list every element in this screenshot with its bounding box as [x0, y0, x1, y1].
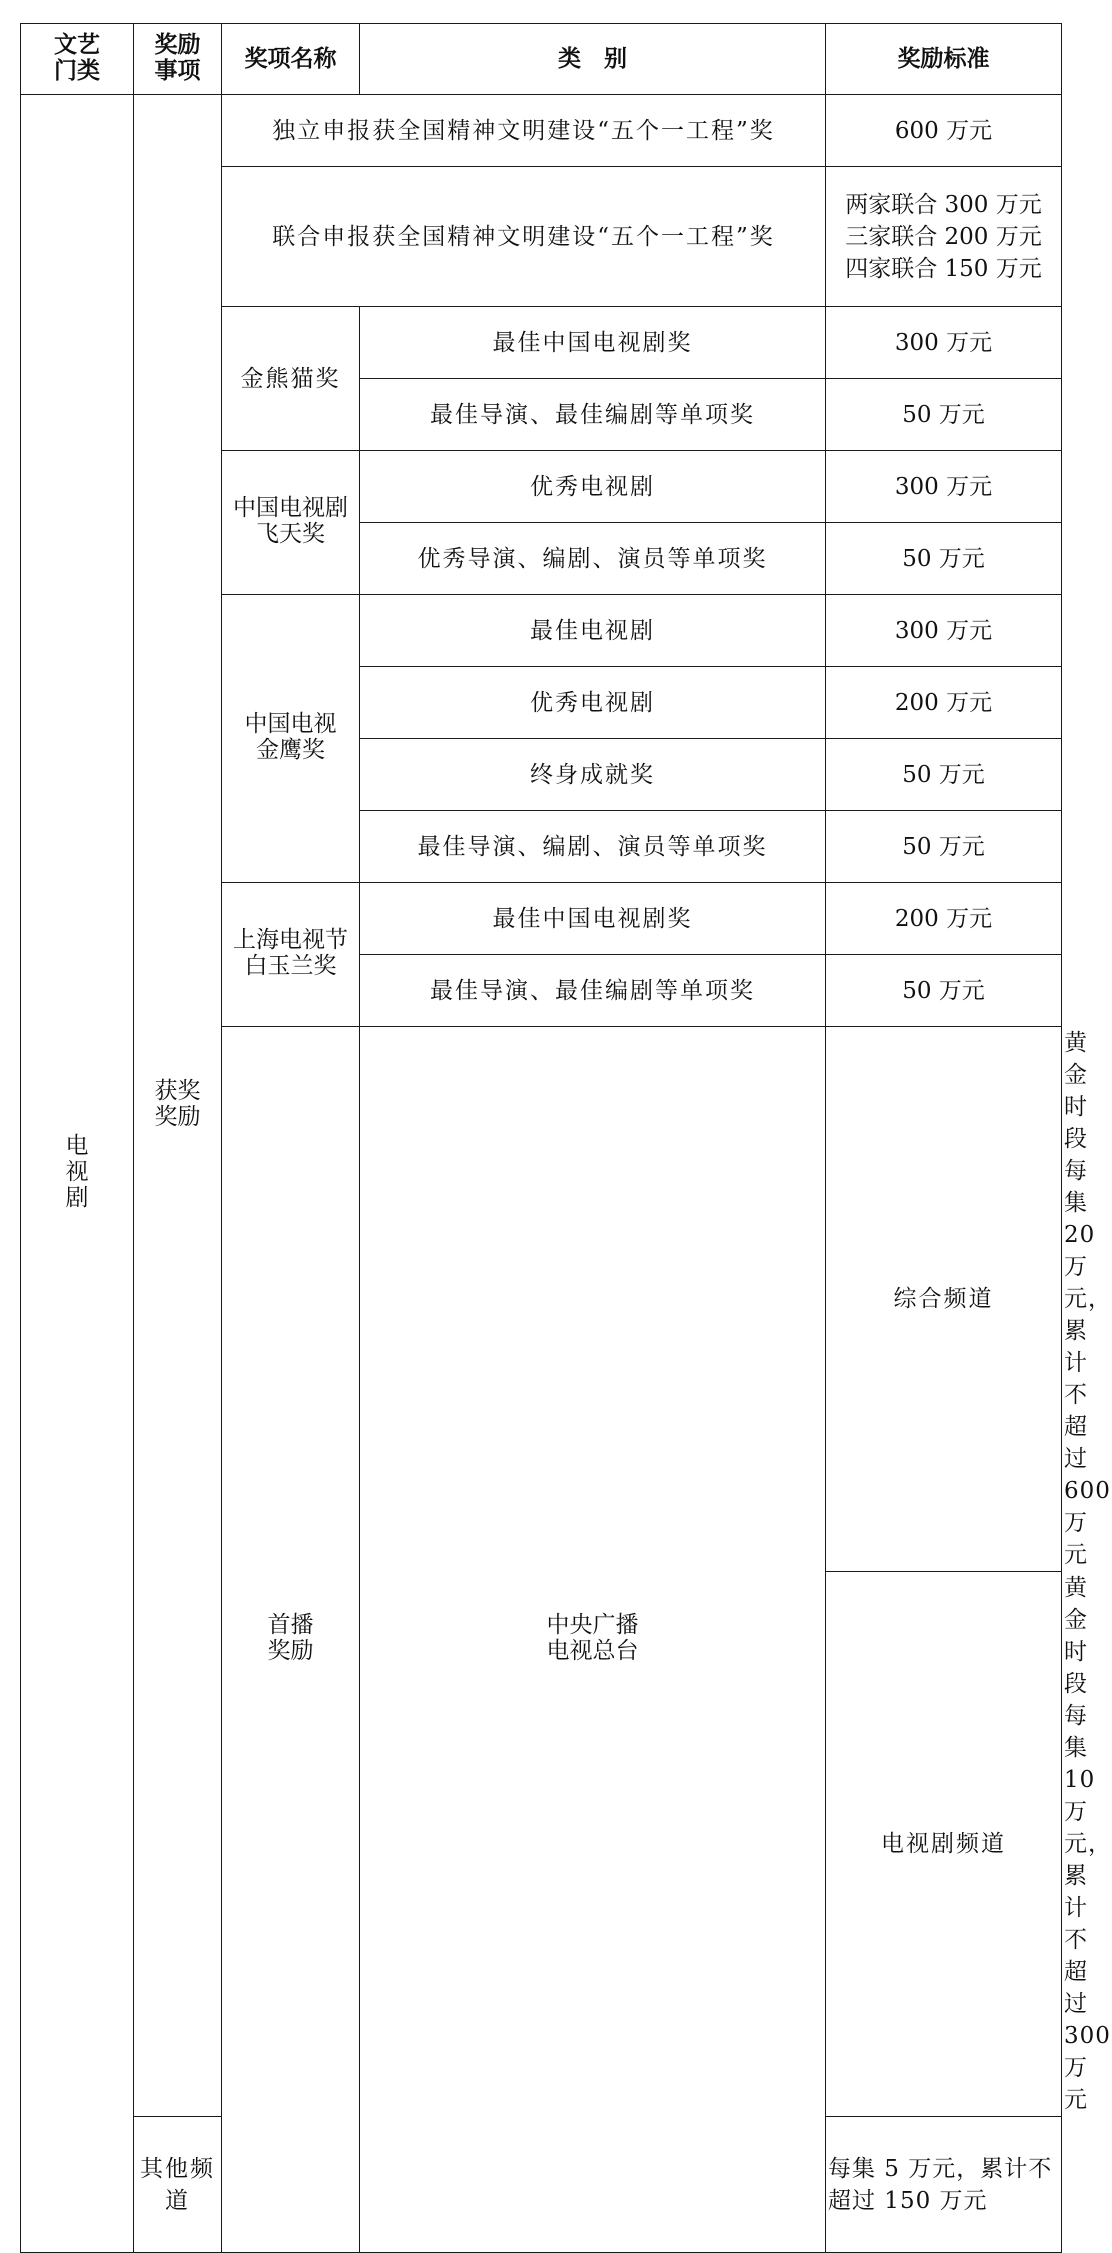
- joint-standard-line: 两家联合 300 万元: [845, 191, 1042, 218]
- table-header-row: [21, 24, 1062, 95]
- type-value: 优秀电视剧: [360, 451, 826, 523]
- standard-value: 200 万元: [826, 883, 1062, 955]
- five-one-joint: 联合申报获全国精神文明建设“五个一工程”奖: [222, 167, 826, 307]
- type-value: 最佳中国电视剧奖: [360, 883, 826, 955]
- standard-value: 50 万元: [826, 739, 1062, 811]
- joint-standard-line: 三家联合 200 万元: [845, 223, 1042, 250]
- type-value: 电视剧频道: [826, 1572, 1062, 2117]
- award-name-magnolia: 上海电视节白玉兰奖: [222, 883, 360, 1027]
- type-value: 综合频道: [826, 1027, 1062, 1572]
- broadcaster-name: 中央广播电视总台: [360, 1027, 826, 2253]
- award-name-golden-eagle: 中国电视金鹰奖: [222, 595, 360, 883]
- standard-value: 每集 5 万元，累计不超过 150 万元: [826, 2117, 1062, 2253]
- type-value: 最佳电视剧: [360, 595, 826, 667]
- type-value: 其他频道: [134, 2117, 222, 2253]
- header-award-name: 奖项名称: [222, 24, 360, 95]
- standard-value: 50 万元: [826, 523, 1062, 595]
- standard-value: 300 万元: [826, 595, 1062, 667]
- header-standard: 奖励标准: [826, 24, 1062, 95]
- table-row: [21, 95, 1062, 167]
- standard-value: 50 万元: [826, 379, 1062, 451]
- table-row: 电视剧频道 黄金时段每集 10 万元，累计不超过 300 万元: [21, 1572, 1062, 2117]
- standard-value: 50 万元: [826, 811, 1062, 883]
- type-value: 终身成就奖: [360, 739, 826, 811]
- type-value: 优秀导演、编剧、演员等单项奖: [360, 523, 826, 595]
- category-cell: 电视剧: [21, 95, 134, 2253]
- standard-value: 600 万元: [826, 95, 1062, 167]
- standard-value: 300 万元: [826, 451, 1062, 523]
- award-name-golden-panda: 金熊猫奖: [222, 307, 360, 451]
- five-one-independent: 独立申报获全国精神文明建设“五个一工程”奖: [222, 95, 826, 167]
- standard-value: 50 万元: [826, 955, 1062, 1027]
- standard-value: 200 万元: [826, 667, 1062, 739]
- table-row: 首播奖励 中央广播电视总台 综合频道 黄金时段每集 20 万元，累计不超过 600 万元: [21, 1027, 1062, 1572]
- award-section-label: 获奖奖励: [134, 95, 222, 2117]
- joint-standard-line: 四家联合 150 万元: [845, 255, 1042, 282]
- type-value: 最佳中国电视剧奖: [360, 307, 826, 379]
- award-name-feitian: 中国电视剧飞天奖: [222, 451, 360, 595]
- standard-value: 300 万元: [826, 307, 1062, 379]
- header-type: 类 别: [360, 24, 826, 95]
- broadcast-section-label: 首播奖励: [222, 1027, 360, 2253]
- standard-value: [826, 167, 1062, 307]
- type-value: 最佳导演、最佳编剧等单项奖: [360, 379, 826, 451]
- award-standard-table: [20, 23, 1112, 2253]
- type-value: 最佳导演、最佳编剧等单项奖: [360, 955, 826, 1027]
- type-value: 最佳导演、编剧、演员等单项奖: [360, 811, 826, 883]
- type-value: 优秀电视剧: [360, 667, 826, 739]
- header-item: 奖励事项: [134, 24, 222, 95]
- header-category: 文艺门类: [21, 24, 134, 95]
